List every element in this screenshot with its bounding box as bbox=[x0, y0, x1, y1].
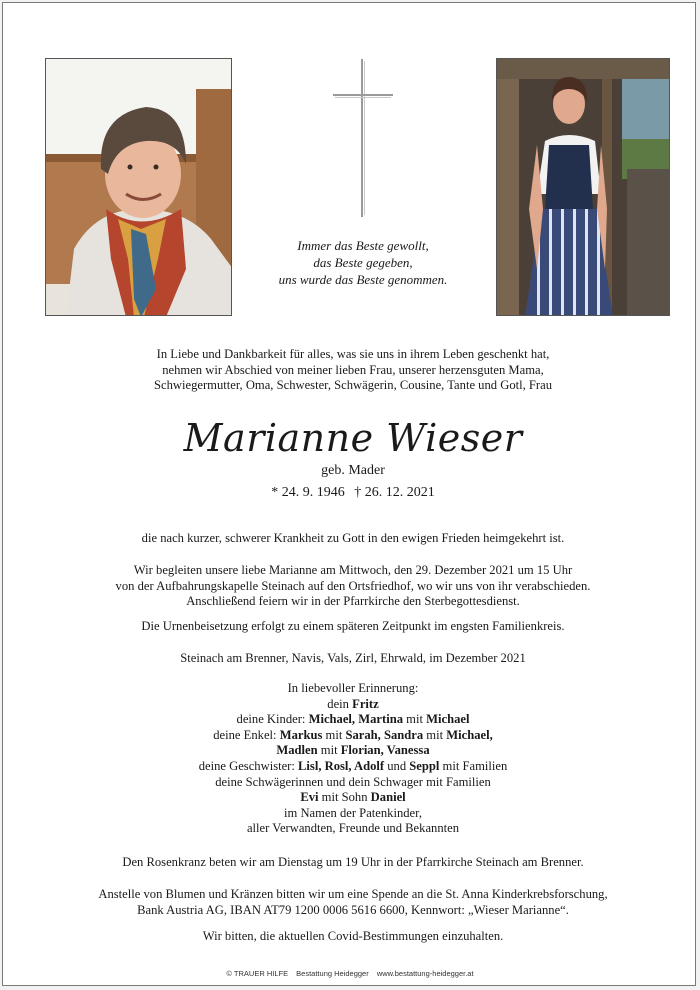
funeral-line: von der Aufbahrungskapelle Steinach auf den Ortsfriedhof, wo wir uns von ihr verabschieden. bbox=[115, 578, 591, 593]
intro-line: Schwiegermutter, Oma, Schwester, Schwägerin, Cousine, Tante und Gotl, Frau bbox=[154, 378, 552, 393]
mourners-heading: In liebevoller Erinnerung: bbox=[287, 681, 419, 695]
footer-website[interactable]: www.bestattung-heidegger.at bbox=[376, 969, 474, 978]
donation-paragraph bbox=[43, 887, 663, 918]
footer-brand: © TRAUER HILFE bbox=[226, 969, 289, 978]
birth-name: geb. Mader bbox=[321, 463, 385, 478]
donation-line: Bank Austria AG, IBAN AT79 1200 0006 5616 6600, Kennwort: „Wieser Marianne“. bbox=[137, 902, 569, 917]
memorial-quote bbox=[243, 237, 483, 288]
footer bbox=[3, 969, 697, 978]
passing-line: die nach kurzer, schwerer Krankheit zu Gott in den ewigen Frieden heimgekehrt ist. bbox=[141, 531, 565, 545]
cross-icon bbox=[331, 59, 395, 224]
mourners-line: deine Geschwister: Lisl, Rosl, Adolf und Seppl mit Familien bbox=[198, 758, 508, 773]
rosary-line: Den Rosenkranz beten wir am Dienstag um 19 Uhr in der Pfarrkirche Steinach am Brenner. bbox=[122, 855, 584, 869]
funeral-paragraph bbox=[43, 563, 663, 610]
intro-paragraph bbox=[43, 347, 663, 394]
mourners-list bbox=[43, 681, 663, 837]
intro-line: nehmen wir Abschied von meiner lieben Frau, unserer herzensguten Mama, bbox=[162, 362, 544, 377]
urn-burial-line: Die Urnenbeisetzung erfolgt zu einem späteren Zeitpunkt im engsten Familienkreis. bbox=[141, 619, 565, 633]
place-date-line: Steinach am Brenner, Navis, Vals, Zirl, Ehrwald, im Dezember 2021 bbox=[180, 651, 526, 665]
mourners-line: aller Verwandten, Freunde und Bekannten bbox=[246, 821, 460, 836]
funeral-line: Anschließend feiern wir in der Pfarrkirche den Sterbegottesdienst. bbox=[186, 594, 520, 609]
portrait-right-image bbox=[497, 59, 670, 316]
mourners-line: deine Kinder: Michael, Martina mit Michael bbox=[236, 712, 470, 727]
intro-line: In Liebe und Dankbarkeit für alles, was sie uns in ihrem Leben geschenkt hat, bbox=[156, 347, 550, 361]
deceased-name: Marianne Wieser bbox=[183, 416, 523, 460]
birth-date: * 24. 9. 1946 bbox=[271, 485, 345, 500]
quote-line: das Beste gegeben, bbox=[313, 255, 413, 270]
mourners-line: Evi mit Sohn Daniel bbox=[300, 790, 406, 805]
life-dates bbox=[43, 485, 663, 501]
funeral-line: Wir begleiten unsere liebe Marianne am Mittwoch, den 29. Dezember 2021 um 15 Uhr bbox=[133, 563, 573, 577]
mourners-line: Madlen mit Florian, Vanessa bbox=[276, 743, 430, 758]
portrait-photo-left bbox=[45, 58, 232, 316]
donation-line: Anstelle von Blumen und Kränzen bitten wir um eine Spende an die St. Anna Kinderkrebsforschung, bbox=[98, 887, 608, 901]
quote-line: uns wurde das Beste genommen. bbox=[278, 272, 448, 287]
mourners-line: deine Enkel: Markus mit Sarah, Sandra mit Michael, bbox=[213, 727, 493, 742]
mourners-line: deine Schwägerinnen und dein Schwager mit Familien bbox=[215, 774, 491, 789]
portrait-left-image bbox=[46, 59, 232, 316]
footer-company: Bestattung Heidegger bbox=[296, 969, 369, 978]
mourners-line: im Namen der Patenkinder, bbox=[284, 805, 422, 820]
portrait-photo-right bbox=[496, 58, 670, 316]
quote-line: Immer das Beste gewollt, bbox=[297, 238, 429, 253]
obituary-card bbox=[2, 2, 696, 986]
mourners-line: dein Fritz bbox=[327, 696, 379, 711]
covid-notice: Wir bitten, die aktuellen Covid-Bestimmungen einzuhalten. bbox=[202, 929, 504, 943]
death-date: † 26. 12. 2021 bbox=[354, 485, 435, 500]
